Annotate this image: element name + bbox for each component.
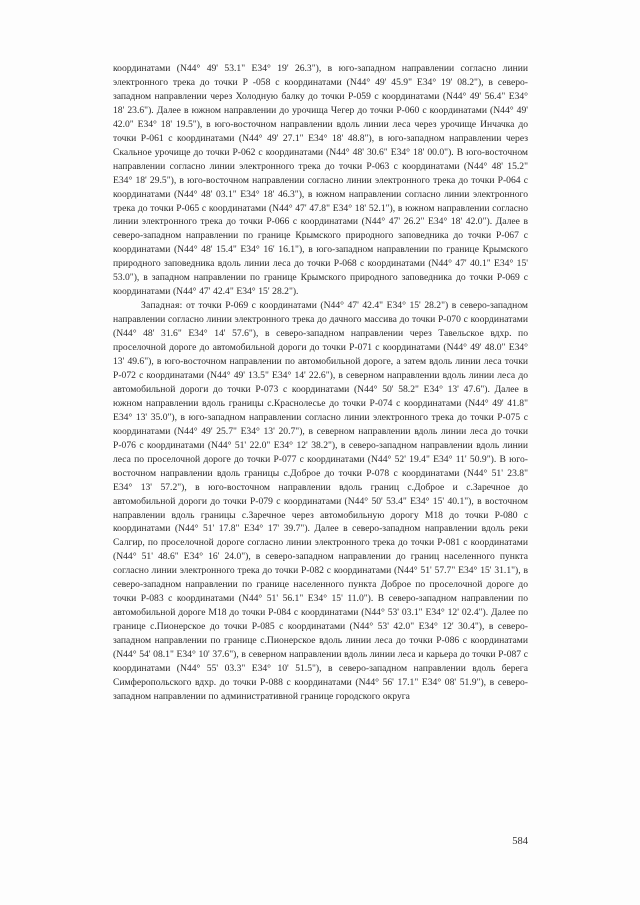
paragraph-boundary-east-continued: координатами (N44° 49' 53.1" E34° 19' 26.3"), в юго-западном направлении согласно линии электронного трека до точки Р -058 с координатами (N44° 49' 45.9" E34° 19' 08.2"), в северо-западном направлении через Холодную балку до точки Р-059 с координатами (N44° 49' 56.4" E34° 18' 23.6"). Далее в южном направлении до урочища Чегер до точки Р-060 с координатами (N44° 49' 42.0" E34° 18' 19.5"), в юго-восточном направлении вдоль линии леса через урочище Инчачка до точки Р-061 с координатами (N44° 49' 27.1" E34° 18' 48.8"), в юго-западном направлении через Скальное урочище до точки Р-062 с координатами (N44° 48' 30.6" E34° 18' 00.0"). В юго-восточном направлении согласно линии электронного трека до точки Р-063 с координатами (N44° 48' 15.2" E34° 18' 29.5"), в юго-восточном направлении согласно линии электронного трека до точки Р-064 с координатами (N44° 48' 03.1" E34° 18' 46.3"), в южном направлении согласно линии электронного трека до точки Р-065 с координатами (N44° 47' 47.8" E34° 18' 52.1"), в южном направлении согласно линии электронного трека до точки Р-066 с координатами (N44° 47' 26.2" E34° 18' 42.0"). Далее в северо-западном направлении по границе Крымского природного заповедника до точки Р-067 с координатами (N44° 48' 15.4" E34° 16' 16.1"), в юго-западном направлении по границе Крымского природного заповедника вдоль линии леса до точки Р-068 с координатами (N44° 47' 40.1" E34° 15' 53.0"), в западном направлении по границе Крымского природного заповедника до точки Р-069 с координатами (N44° 47' 42.4" E34° 15' 28.2").	[113, 63, 528, 298]
body-text	[113, 62, 528, 704]
section-lead-west: Западная:	[141, 300, 183, 312]
paragraph-west-text: от точки Р-069 с координатами (N44° 47' 42.4" E34° 15' 28.2") в северо-западном направлении согласно линии электронного трека до дачного массива до точки Р-070 с координатами (N44° 48' 31.6" E34° 14' 57.6"), в северо-западном направлении через Тавельское вдхр. по проселочной дороге до автомобильной дороги до точки Р-071 с координатами (N44° 49' 48.0" E34° 13' 49.6"), в юго-восточном направлении по автомобильной дороге, а затем вдоль линии леса точки Р-072 с координатами (N44° 49' 13.5" E34° 14' 22.6"), в северном направлении вдоль линии леса до автомобильной дороги до точки Р-073 с координатами (N44° 50' 58.2" E34° 13' 47.6"). Далее в южном направлении вдоль границы с.Краснолесье до точки Р-074 с координатами (N44° 49' 41.8" E34° 13' 35.0"), в юго-западном направлении согласно линии электронного трека до точки Р-075 с координатами (N44° 49' 25.7" E34° 13' 20.7"), в северном направлении вдоль линии леса до точки Р-076 с координатами (N44° 51' 22.0" E34° 12' 38.2"), в северо-западном направлении вдоль линии леса по проселочной дороге до точки Р-077 с координатами (N44° 52' 19.4" E34° 11' 50.9"). В юго-восточном направлении вдоль границы с.Доброе до точки Р-078 с координатами (N44° 51' 23.8" E34° 13' 57.2"), в юго-восточном направлении вдоль границ с.Доброе и с.Заречное до автомобильной дороги до точки Р-079 с координатами (N44° 50' 53.4" E34° 15' 40.1"), в восточном направлении вдоль границы с.Заречное через автомобильную дорогу М18 до точки Р-080 с координатами (N44° 51' 17.8" E34° 17' 39.7"). Далее в северо-западном направлении вдоль реки Салгир, по проселочной дороге согласно линии электронного трека до точки Р-081 с координатами (N44° 51' 48.6" E34° 16' 24.0"), в северо-западном направлении до границ населенного пункта согласно линии электронного трека до точки Р-082 с координатами (N44° 51' 57.7" E34° 15' 31.1"), в северо-западном направлении по границе населенного пункта Доброе по проселочной дороге до точки Р-083 с координатами (N44° 51' 56.1" E34° 15' 11.0"). В северо-западном направлении по автомобильной дороге М18 до точки Р-084 с координатами (N44° 53' 03.1" E34° 12' 02.4"). Далее по границе с.Пионерское до точки Р-085 с координатами (N44° 53' 42.0" E34° 12' 30.4"), в северо-западном направлении по границе с.Пионерское вдоль линии леса до точки Р-086 с координатами (N44° 54' 08.1" E34° 10' 37.6"), в северном направлении вдоль линии леса и карьера до точки Р-087 с координатами (N44° 55' 03.3" E34° 10' 51.5"), в северо-западном направлении вдоль берега Симферопольского вдхр. до точки Р-088 с координатами (N44° 56' 17.1" E34° 08' 51.9"), в северо-западном направлении по административной границе городского округа	[113, 300, 528, 702]
paragraph-boundary-west	[113, 299, 528, 704]
page-number: 584	[512, 836, 528, 847]
